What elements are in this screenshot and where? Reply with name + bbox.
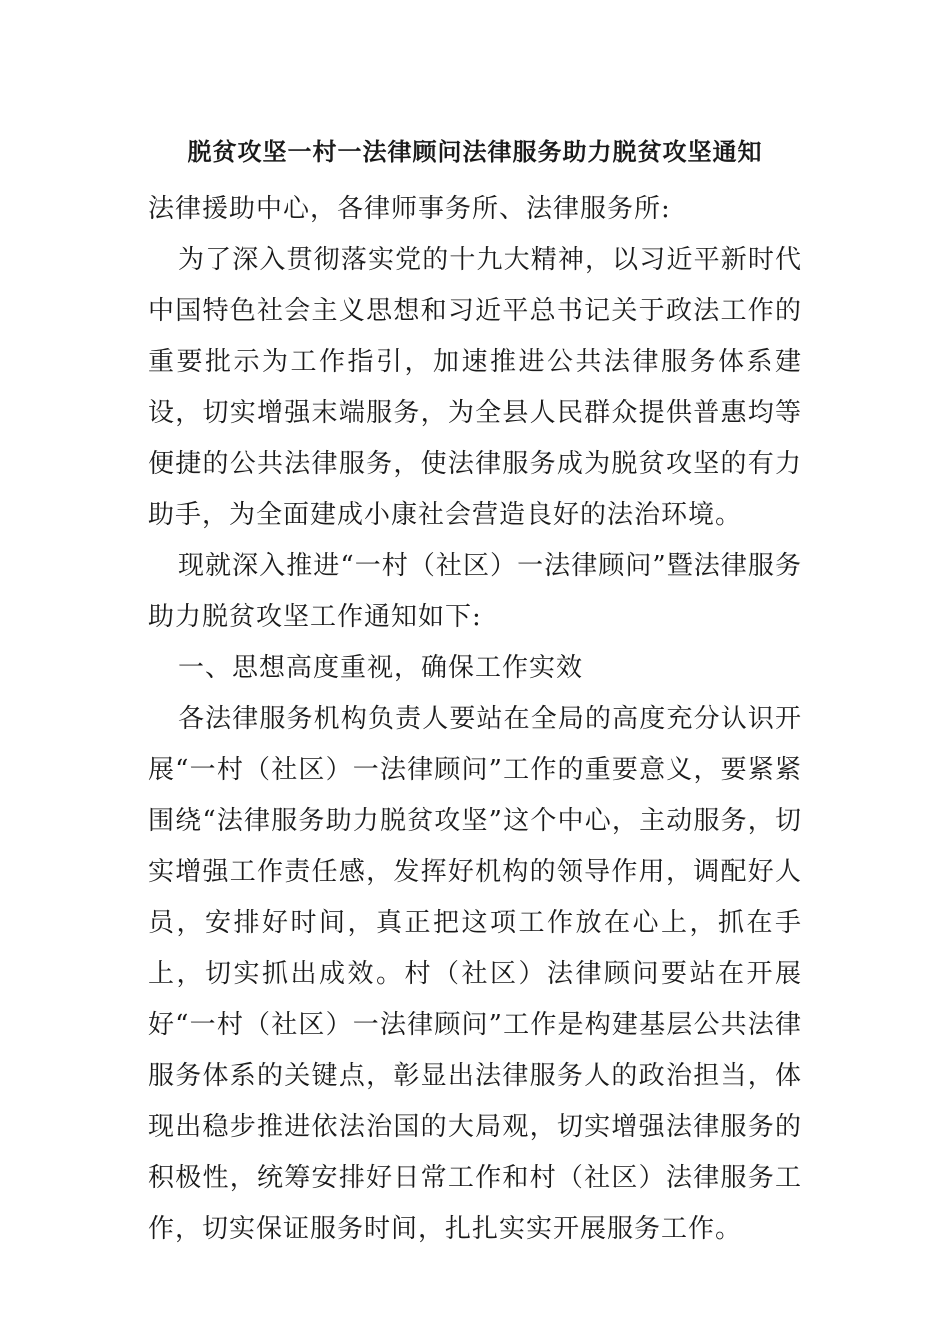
salutation: 法律援助中心，各律师事务所、法律服务所: xyxy=(148,194,671,224)
paragraph-section-1: 各法律服务机构负责人要站在全局的高度充分认识开展“一村（社区）一法律顾问”工作的重要意义，要紧紧围绕“法律服务助力脱贫攻坚”这个中心，主动服务，切实增强工作责任感，发挥好机构的领导作用，调配好人员，安排好时间，真正把这项工作放在心上，抓在手上，切实抓出成效。村（社区）法律顾问要站在开展好“一村（社区）一法律顾问”工作是构建基层公共法律服务体系的关键点，彰显出法律服务人的政治担当，体现出稳步推进依法治国的大局观，切实增强法律服务的积极性，统筹安排好日常工作和村（社区）法律服务工作，切实保证服务时间，扎扎实实开展服务工作。 xyxy=(148,704,802,1244)
document-body xyxy=(148,184,802,1255)
paragraph-notice: 现就深入推进“一村（社区）一法律顾问”暨法律服务助力脱贫攻坚工作通知如下: xyxy=(148,551,802,632)
document-title: 脱贫攻坚一村一法律顾问法律服务助力脱贫攻坚通知 xyxy=(187,137,763,166)
section-heading-1: 一、思想高度重视，确保工作实效 xyxy=(178,653,584,683)
paragraph-intro: 为了深入贯彻落实党的十九大精神，以习近平新时代中国特色社会主义思想和习近平总书记关于政法工作的重要批示为工作指引，加速推进公共法律服务体系建设，切实增强末端服务，为全县人民群众提供普惠均等便捷的公共法律服务，使法律服务成为脱贫攻坚的有力助手，为全面建成小康社会营造良好的法治环境。 xyxy=(148,245,802,530)
